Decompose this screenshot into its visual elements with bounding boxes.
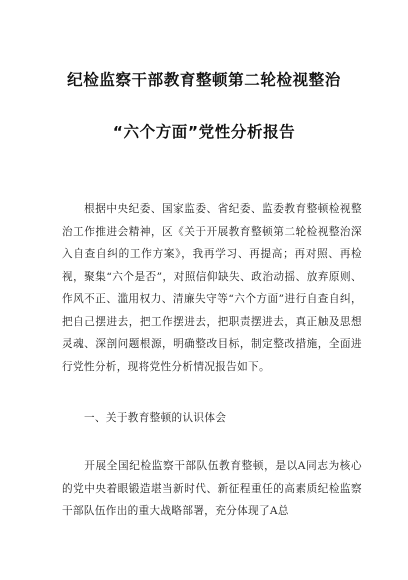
document-title-line-2: “六个方面”党性分析报告 (112, 123, 296, 141)
section-heading: 一、关于教育整顿的认识体会 (84, 412, 227, 424)
paragraph-intro (62, 198, 362, 378)
paragraph-section-1-text: 开展全国纪检监察干部队伍教育整顿，是以A同志为核心的党中央着眼锻造堪当新时代、新征程重任的高素质纪检监察干部队伍作出的重大战略部署，充分体现了A总 (62, 460, 362, 517)
paragraph-intro-text: 根据中央纪委、国家监委、省纪委、监委教育整顿检视整治工作推进会精神，区《关于开展教育整顿第二轮检视整治深入自查自纠的工作方案》，我再学习、再提高；再对照、再检视，聚集“六个是否”，对照信仰缺失、政治动摇、放弃原则、作风不正、滥用权力、清廉失守等“六个方面”进行自查自纠，把自己摆进去，把工作摆进去，把职责摆进去，真正触及思想灵魂、深剖问题根源，明确整改目标，制定整改措施，全面进行党性分析，现将党性分析情况报告如下。 (62, 203, 362, 373)
paragraph-section-1 (62, 455, 362, 523)
document-title-line-1: 纪检监察干部教育整顿第二轮检视整治 (67, 71, 341, 89)
